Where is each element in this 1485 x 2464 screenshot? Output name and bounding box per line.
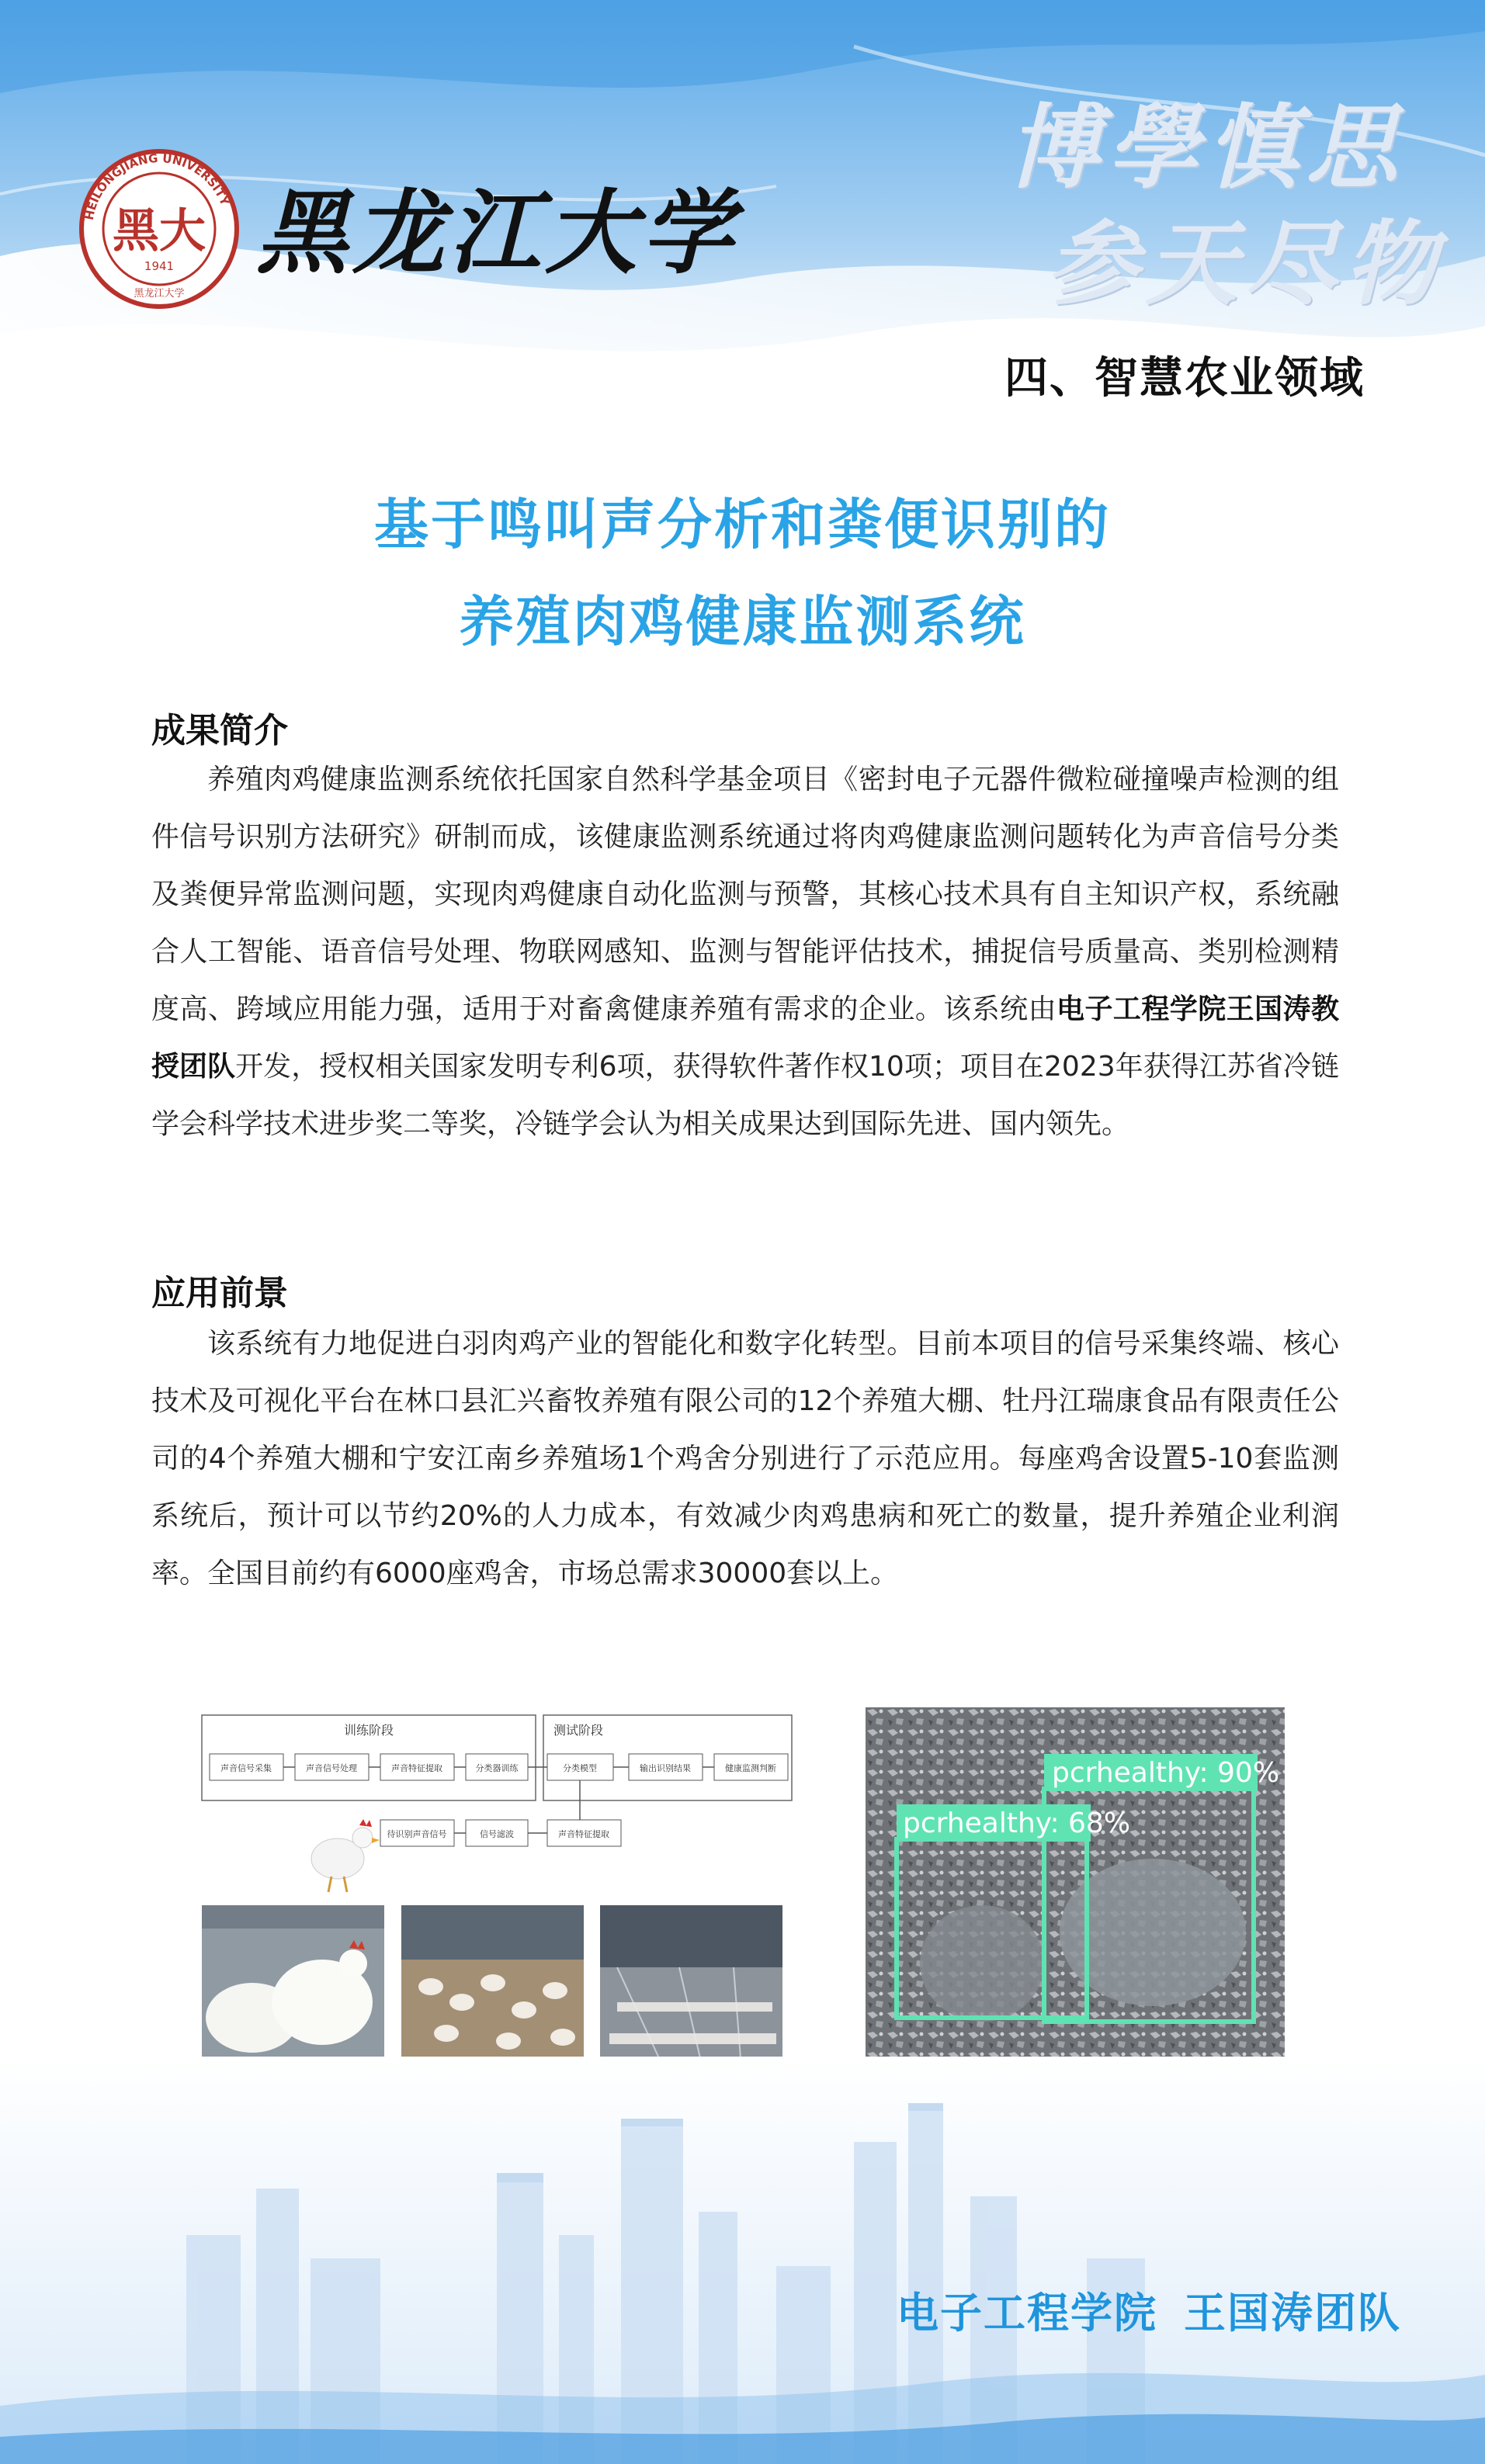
main-title-line-1: 基于鸣叫声分析和粪便识别的 [374,493,1111,556]
main-title-line-2: 养殖肉鸡健康监测系统 [459,590,1026,653]
svg-text:声音信号处理: 声音信号处理 [306,1763,357,1773]
svg-text:声音信号采集: 声音信号采集 [220,1763,272,1773]
svg-text:信号滤波: 信号滤波 [480,1829,514,1839]
motto-line-2: 参天尽物 [1046,210,1444,317]
svg-text:pcrhealthy: 68%: pcrhealthy: 68% [903,1807,1131,1839]
application-heading: 应用前景 [151,1274,288,1313]
footer-team: 王国涛团队 [1184,2289,1401,2338]
summary-paragraph [151,751,1339,1153]
svg-text:分类器训练: 分类器训练 [475,1763,519,1773]
footer-team-credit [897,2280,1401,2340]
motto-line-1: 博學慎思 [1007,93,1405,201]
svg-text:黑大: 黑大 [113,204,206,258]
application-paragraph: 该系统有力地促进白羽肉鸡产业的智能化和数字化转型。目前本项目的信号采集终端、核心技术及可视化平台在林口县汇兴畜牧养殖有限公司的12个养殖大棚、牡丹江瑞康食品有限责任公司的4个养殖大棚和宁安江南乡养殖场1个鸡舍分别进行了示范应用。每座鸡舍设置5-10套监测系统后，预计可以节约20%的人力成本，有效减少肉鸡患病和死亡的数量，提升养殖企业利润率。全国目前约有6000座鸡舍，市场总需求30000套以上。 [151,1328,1339,1589]
chicken-photo-3 [600,1905,782,2068]
svg-text:训练阶段: 训练阶段 [343,1723,394,1738]
svg-text:健康监测判断: 健康监测判断 [725,1763,776,1773]
svg-text:HEILONGJIANG UNIVERSITY: HEILONGJIANG UNIVERSITY [82,151,232,221]
svg-text:声音特征提取: 声音特征提取 [391,1763,442,1773]
svg-text:1941: 1941 [144,259,175,273]
summary-text-2: 开发，授权相关国家发明专利6项，获得软件著作权10项；项目在2023年获得江苏省冷链学会科学技术进步奖二等奖，冷链学会认为相关成果达到国际先进、国内领先。 [151,1051,1339,1140]
domain-title: 四、智慧农业领域 [1004,353,1365,404]
svg-text:测试阶段: 测试阶段 [553,1723,604,1738]
feces-detection-image [866,1707,1285,2095]
svg-text:pcrhealthy: 90%: pcrhealthy: 90% [1052,1757,1280,1789]
summary-text-1: 养殖肉鸡健康监测系统依托国家自然科学基金项目《密封电子元器件微粒碰撞噪声检测的组件信号识别方法研究》研制而成，该健康监测系统通过将肉鸡健康监测问题转化为声音信号分类及粪便异常监测问题，实现肉鸡健康自动化监测与预警，其核心技术具有自主知识产权，系统融合人工智能、语音信号处理、物联网感知、监测与智能评估技术，捕捉信号质量高、类别检测精度高、跨域应用能力强，适用于对畜禽健康养殖有需求的企业。该系统由 [151,764,1339,1025]
footer-college: 电子工程学院 [897,2289,1157,2338]
summary-team-bold: 电子工程学院王国涛教授团队 [151,993,1339,1083]
feces-blob-1 [920,1905,1044,2022]
svg-text:声音特征提取: 声音特征提取 [558,1829,609,1839]
svg-text:黑龙江大学: 黑龙江大学 [134,288,185,300]
summary-heading: 成果简介 [151,711,288,750]
svg-text:输出识别结果: 输出识别结果 [640,1763,691,1773]
chicken-photo-2 [401,1905,584,2068]
chicken-photo-1 [202,1905,384,2068]
svg-text:分类模型: 分类模型 [563,1763,597,1773]
svg-text:待识别声音信号: 待识别声音信号 [387,1829,447,1839]
university-name: 黑龙江大学 [256,178,738,286]
city-skyline-background [0,2057,1485,2464]
university-logo [78,147,241,310]
